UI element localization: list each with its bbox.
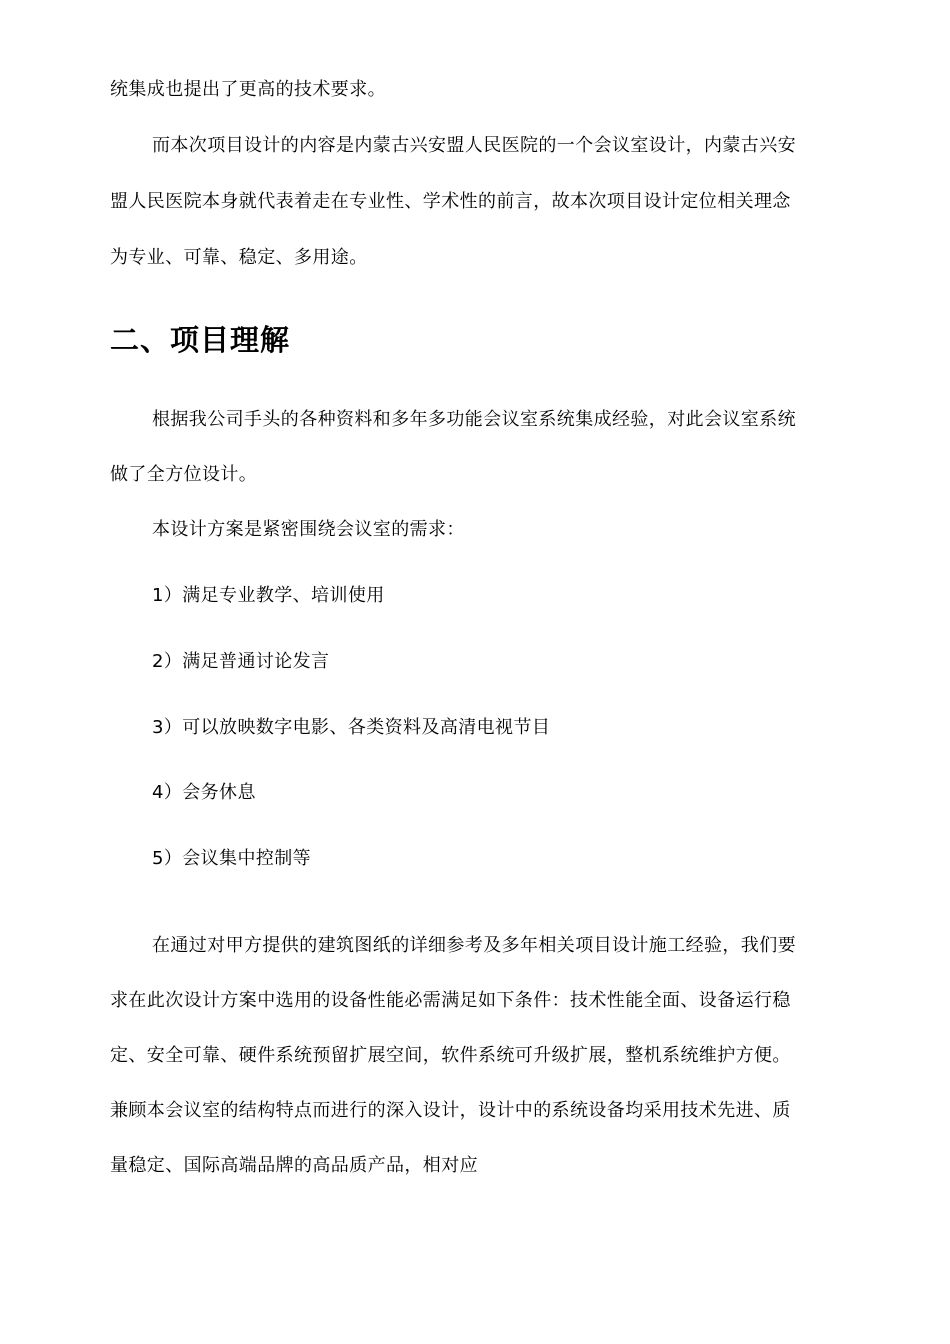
section-paragraph-1-line-2: 做了全方位设计。	[110, 464, 258, 485]
intro-paragraph-2-line-1: 而本次项目设计的内容是内蒙古兴安盟人民医院的一个会议室设计，内蒙古兴安	[152, 135, 796, 156]
intro-paragraph-2-line-2: 盟人民医院本身就代表着走在专业性、学术性的前言，故本次项目设计定位相关理念	[110, 191, 791, 212]
intro-paragraph-1-line: 统集成也提出了更高的技术要求。	[110, 79, 386, 100]
requirements-intro: 本设计方案是紧密围绕会议室的需求：	[152, 519, 465, 540]
section-paragraph-3-line-2: 求在此次设计方案中选用的设备性能必需满足如下条件：技术性能全面、设备运行稳	[110, 990, 791, 1011]
requirement-item-5: 5）会议集中控制等	[152, 848, 312, 869]
intro-paragraph-2-line-3: 为专业、可靠、稳定、多用途。	[110, 247, 368, 268]
requirement-item-3: 3）可以放映数字电影、各类资料及高清电视节目	[152, 717, 551, 738]
section-paragraph-3-line-3: 定、安全可靠、硬件系统预留扩展空间，软件系统可升级扩展，整机系统维护方便。	[110, 1045, 791, 1066]
requirement-item-1: 1）满足专业教学、培训使用	[152, 585, 385, 606]
section-heading: 二、项目理解	[110, 323, 291, 357]
section-paragraph-3-line-5: 量稳定、国际高端品牌的高品质产品，相对应	[110, 1155, 478, 1176]
section-paragraph-1-line-1: 根据我公司手头的各种资料和多年多功能会议室系统集成经验，对此会议室系统	[152, 409, 796, 430]
section-paragraph-3-line-4: 兼顾本会议室的结构特点而进行的深入设计，设计中的系统设备均采用技术先进、质	[110, 1100, 791, 1121]
requirement-item-4: 4）会务休息	[152, 782, 256, 803]
section-paragraph-3-line-1: 在通过对甲方提供的建筑图纸的详细参考及多年相关项目设计施工经验，我们要	[152, 935, 796, 956]
requirement-item-2: 2）满足普通讨论发言	[152, 651, 330, 672]
